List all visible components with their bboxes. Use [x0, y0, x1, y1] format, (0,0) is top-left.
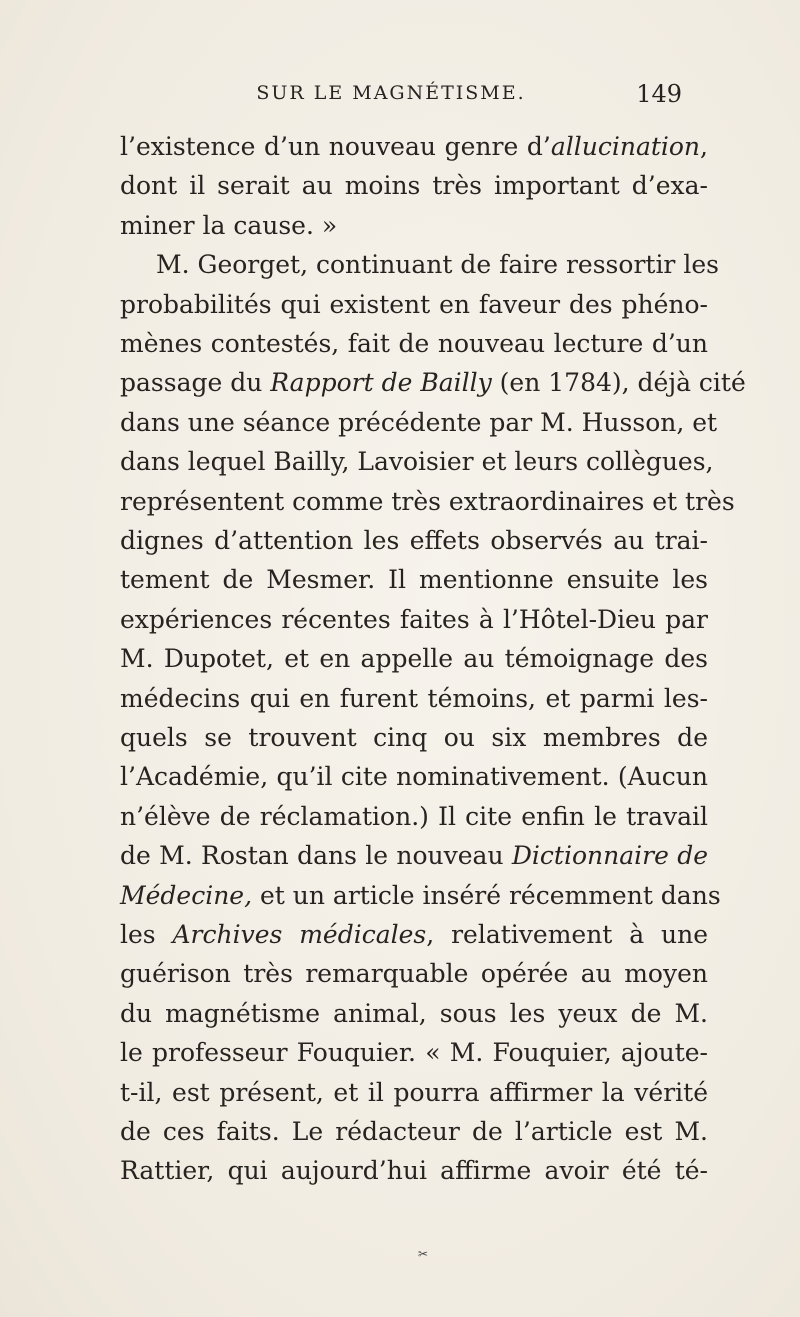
text-line [120, 877, 721, 915]
text-line [120, 364, 746, 402]
text-line [120, 404, 718, 442]
text-segment: dans lequel Bailly, Lavoisier et leurs collègues, [120, 447, 714, 477]
text-segment: dans une séance précédente par M. Husson, et [120, 407, 718, 437]
text-line [120, 955, 708, 993]
text-segment: expériences récentes faites à l’Hôtel-Dieu par [120, 604, 708, 634]
text-segment: tement de Mesmer. Il mentionne ensuite les [120, 565, 708, 595]
italic-segment: Archives médicales [172, 920, 427, 949]
text-line [120, 916, 708, 954]
text-segment: l’existence d’un nouveau genre [120, 132, 527, 161]
text-line [120, 1152, 708, 1190]
text-segment: dignes d’attention les effets observés au trai- [120, 526, 708, 555]
running-head-title: SUR LE MAGNÉTISME. [256, 82, 526, 104]
text-line [120, 522, 708, 560]
text-line [120, 1113, 708, 1151]
text-line [120, 167, 708, 205]
text-line [120, 561, 708, 599]
text-segment: l’Académie, qu’il cite nominativement. (Aucun [120, 762, 708, 792]
text-line [120, 1034, 708, 1072]
text-segment: mènes contestés, fait de nouveau lecture d’un [120, 329, 708, 358]
text-segment: passage du [120, 368, 271, 398]
text-line [120, 207, 708, 245]
text-segment: n’élève de réclamation.) Il cite enfin le travail [120, 801, 708, 831]
text-segment: Rattier, qui aujourd’hui affirme avoir été té- [120, 1156, 708, 1186]
text-line [120, 758, 708, 796]
italic-segment: Médecine, [120, 880, 253, 910]
text-segment: quels se trouvent cinq ou six membres de [120, 723, 708, 752]
text-segment: les [120, 920, 173, 949]
italic-segment: Dictionnaire de [511, 841, 708, 871]
text-line [120, 601, 708, 639]
text-line [120, 680, 708, 718]
text-segment: (en 1784), déjà cité [491, 368, 746, 398]
text-line [156, 246, 719, 284]
text-line [120, 719, 708, 757]
text-segment: , [700, 132, 708, 161]
italic-segment: Rapport de Bailly [270, 368, 492, 398]
text-segment: M. Dupotet, et en appelle au témoignage des [120, 644, 708, 674]
italic-segment: allucination [550, 132, 701, 161]
text-segment: guérison très remarquable opérée au moyen [120, 959, 708, 989]
text-segment: t-il, est présent, et il pourra affirmer la vérité [120, 1077, 708, 1107]
text-segment: médecins qui en furent témoins, et parmi les- [120, 683, 708, 713]
text-segment: du magnétisme animal, sous les yeux de M. [120, 998, 708, 1028]
text-segment: dont il serait au moins très important d’exa- [120, 171, 708, 201]
text-segment: représentent comme très extraordinaires et très [120, 486, 735, 516]
text-segment: probabilités qui existent en faveur des phéno- [120, 289, 708, 319]
text-line [120, 286, 708, 324]
running-head [100, 82, 682, 116]
text-line [120, 640, 708, 678]
text-line [120, 325, 708, 363]
text-line [120, 443, 714, 481]
page-number: 149 [636, 80, 682, 108]
text-line [120, 995, 708, 1033]
footer-mark: ✂ [418, 1247, 429, 1261]
text-segment: M. Georget, continuant de faire ressortir les [156, 250, 719, 280]
text-segment: d’ [526, 132, 551, 161]
text-line [120, 483, 735, 521]
text-segment: , relativement à une [426, 920, 708, 949]
text-line [120, 1074, 708, 1112]
text-segment: le professeur Fouquier. « M. Fouquier, ajoute- [120, 1038, 708, 1068]
text-line [120, 798, 708, 836]
text-segment: de ces faits. Le rédacteur de l’article est M. [120, 1117, 708, 1146]
text-line [120, 128, 708, 166]
text-segment: de M. Rostan dans le nouveau [120, 841, 512, 871]
text-segment: et un article inséré récemment dans [252, 880, 721, 910]
text-line [120, 837, 708, 875]
text-segment: miner la cause. » [120, 210, 338, 240]
